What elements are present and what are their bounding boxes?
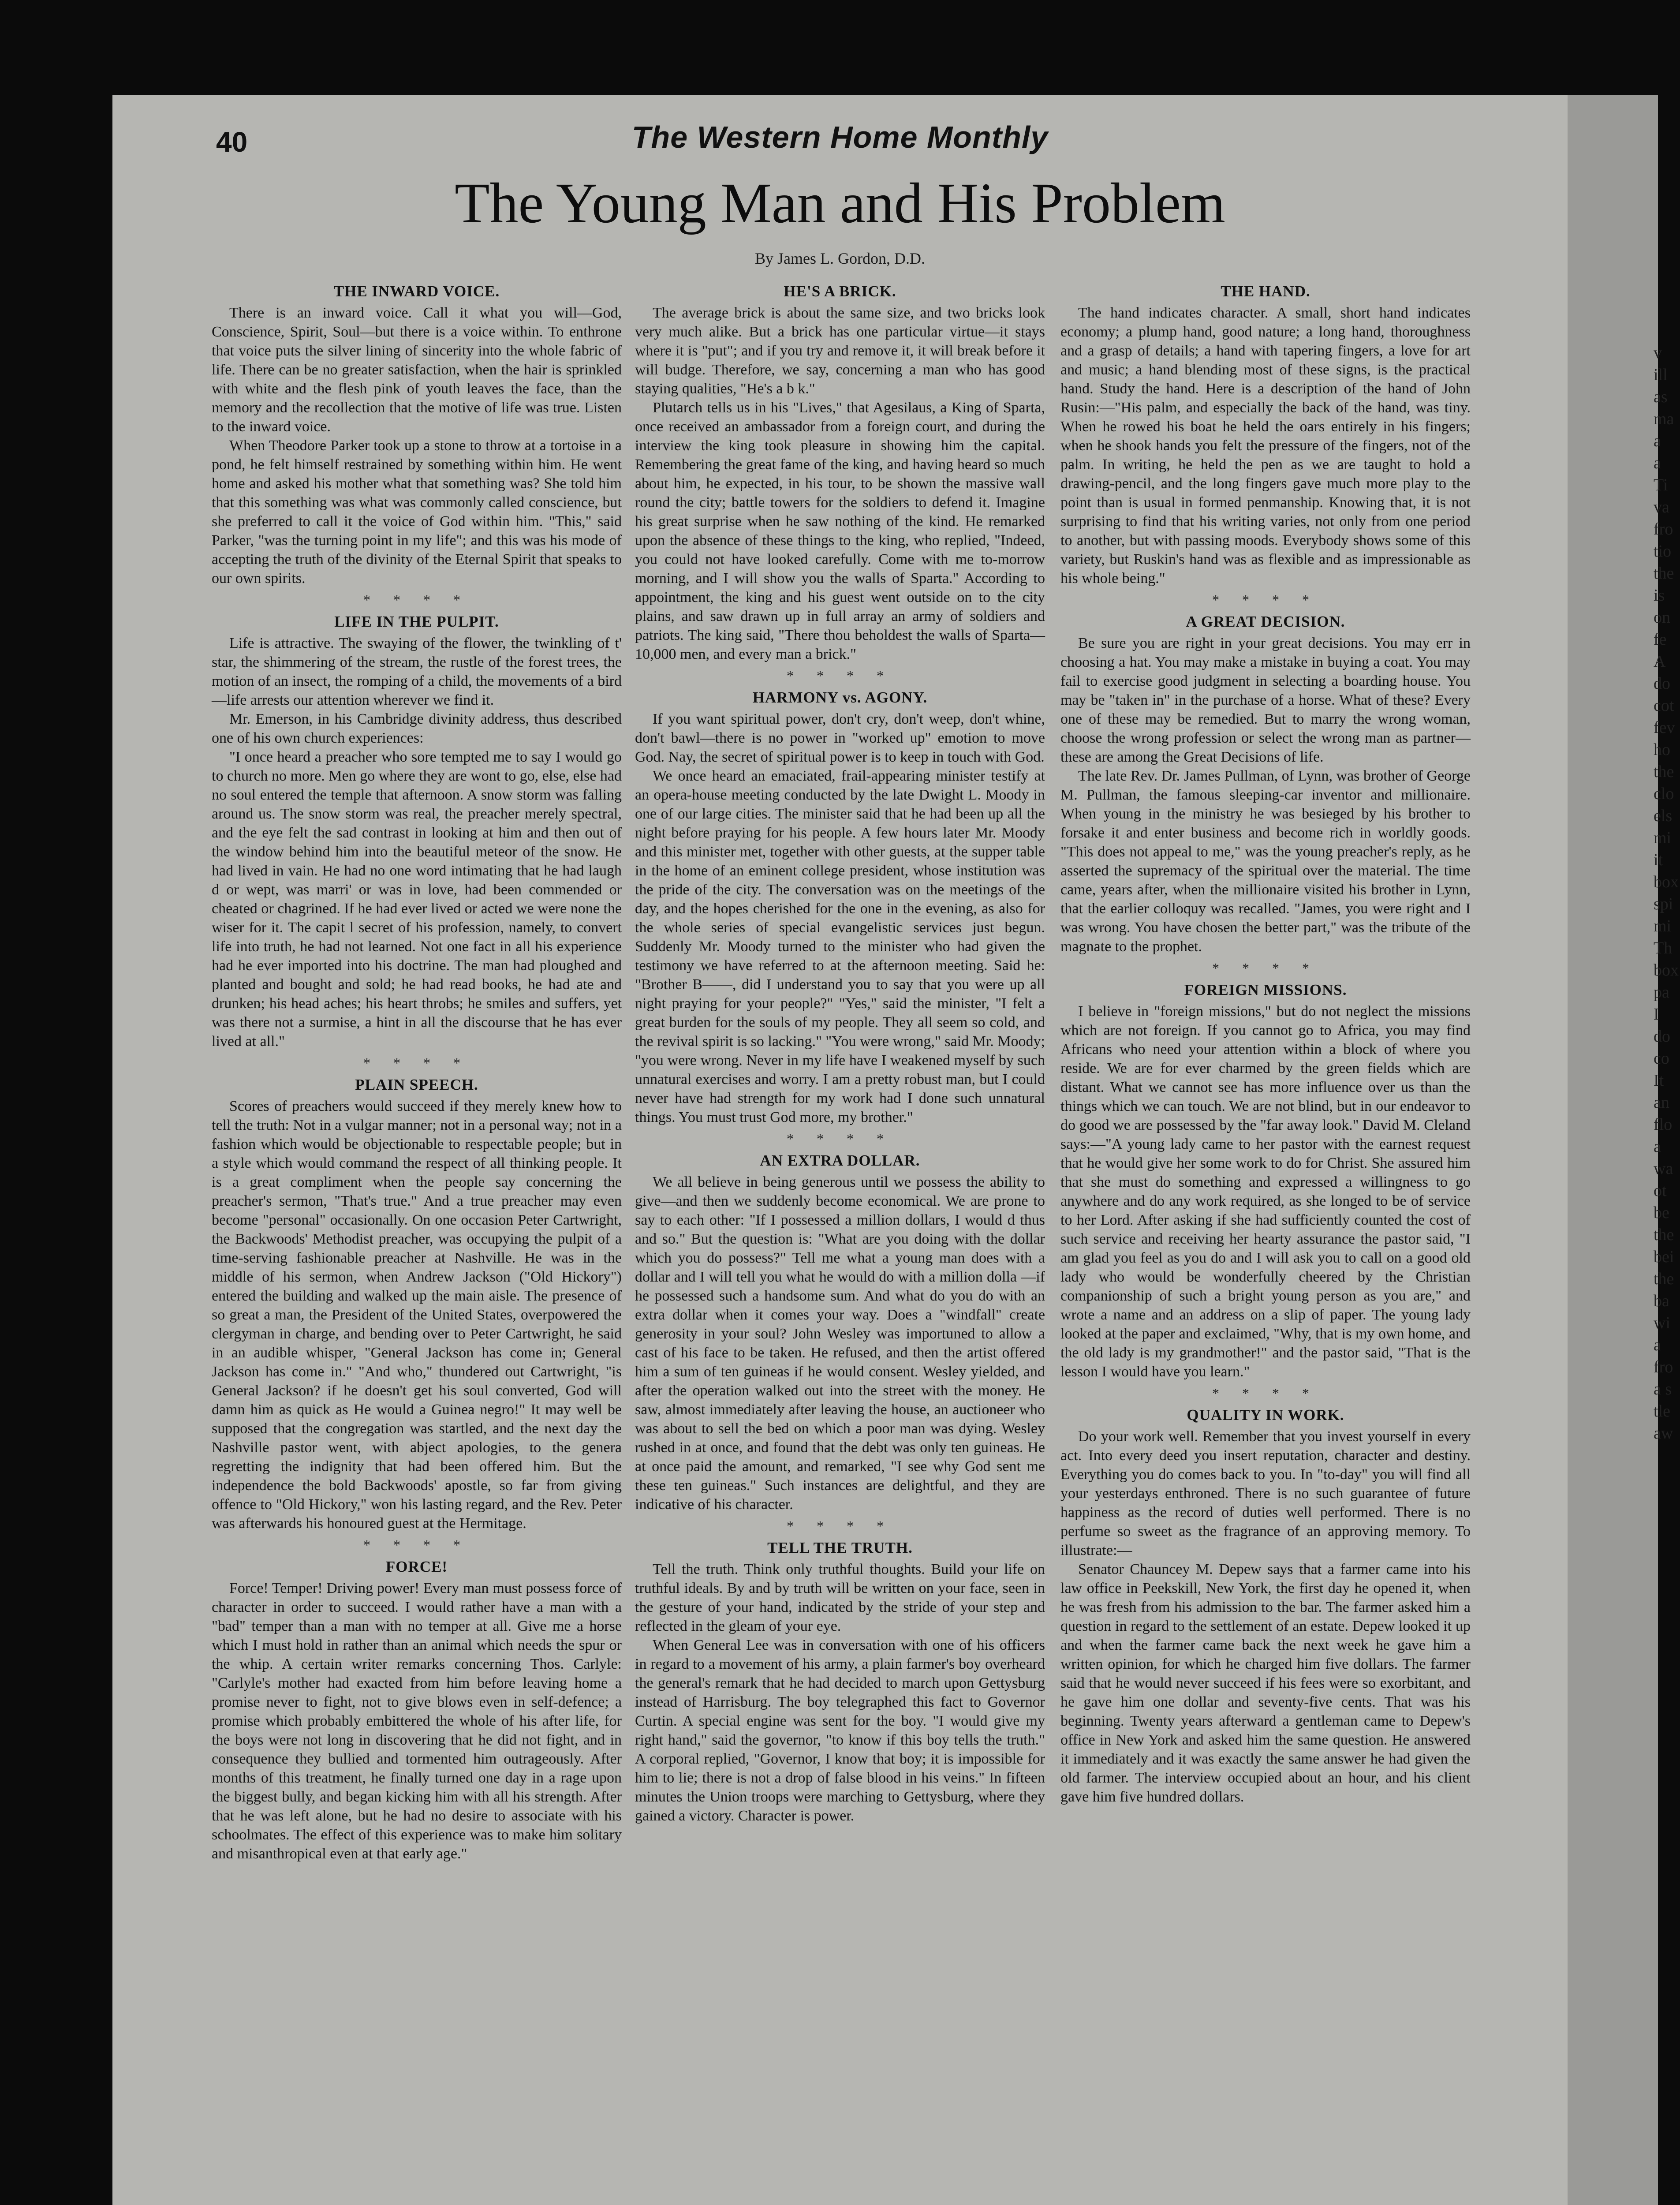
edge-fragment: bei xyxy=(1654,1248,1674,1266)
section-separator: * * * * xyxy=(787,1131,893,1147)
edge-fragment: it xyxy=(1654,851,1663,869)
body-paragraph: Mr. Emerson, in his Cambridge divinity address, thus described one of his own church experiences: xyxy=(212,711,622,746)
edge-fragment: ma xyxy=(1654,410,1674,428)
adjacent-page-edge xyxy=(1654,342,1680,2205)
edge-fragment: as xyxy=(1654,388,1668,406)
article-column-2 xyxy=(635,280,1045,2205)
page-gutter xyxy=(1568,95,1658,2205)
section-heading: FOREIGN MISSIONS. xyxy=(1184,981,1347,998)
body-paragraph: We all believe in being generous until we possess the ability to give—and then we suddenly become economical. We are prone to say to each other: "If I possessed a million dollars, I would d thus and so." But the question is: "What are you doing with the dollar which you do possess?" Tell me what a young man does with a dollar and I will tell you what he would do with a million dolla —if he possessed such a handsome sum. And what do you do with an extra dollar when it comes your way. Does a "windfall" create generosity in your soul? John Wesley was importuned to allow a cast of his face to be taken. He refused, and then the artist offered him a sum of ten guineas if he would consent. Wesley yielded, and after the operation walked out into the street with the money. He saw, almost immediately after leaving the house, an auctioneer who was about to sell the bed on which a poor man was dying. Wesley rushed in at once, and found that the debt was only ten guineas. He at once paid the amount, and remarked, "I see why God sent me these ten guineas." Such instances are delightful, and they are indicative of his character. xyxy=(635,1174,1045,1513)
edge-fragment: A xyxy=(1654,652,1666,671)
edge-fragment: aw xyxy=(1654,1424,1673,1443)
section-heading: QUALITY IN WORK. xyxy=(1187,1406,1344,1424)
section-separator: * * * * xyxy=(1212,960,1319,976)
edge-fragment: flo xyxy=(1654,1115,1673,1134)
section-separator: * * * * xyxy=(1212,1385,1319,1401)
edge-fragment: box xyxy=(1654,961,1679,979)
article-title: The Young Man and His Problem xyxy=(455,172,1225,235)
edge-fragment: a xyxy=(1654,1336,1661,1354)
edge-fragment: a xyxy=(1654,1137,1661,1156)
edge-fragment: a xyxy=(1654,454,1661,472)
edge-fragment: wa xyxy=(1654,1159,1673,1178)
body-paragraph: I believe in "foreign missions," but do not neglect the missions which are not foreign. If you cannot go to Africa, you may find Africans who need your attention within a block of where you reside. We are for ever charmed by the green fields which are distant. What we cannot see has more influence over us than the things which we can touch. We are not blind, but in our endeavor to do good we are possessed by the "far away look." David M. Cleland says:—"A young lady came to her pastor with the earnest request that he would give her some work to do for Christ. She assured him that she must do something and expressed a willingness to go anywhere and do any work required, as she longed to be of service to her Lord. After asking if she had sufficiently counted the cost of such service and receiving her hearty assurance the pastor said, "I am glad you feel as you do and I will ask you to call on a good old lady who would be wonderfully cheered by the Christian companionship of such a bright young person as you are," and wrote a name and an address on a slip of paper. The young lady looked at the paper and exclaimed, "Why, that is my own home, and the old lady is my grandmother!" and the pastor said, "That is the lesson I would have you learn." xyxy=(1060,1003,1471,1380)
section-separator: * * * * xyxy=(363,592,470,608)
edge-fragment: wi xyxy=(1654,1314,1670,1332)
edge-fragment: be xyxy=(1654,1203,1669,1222)
edge-fragment: fro xyxy=(1654,1358,1673,1376)
edge-fragment: Th xyxy=(1654,939,1673,957)
edge-fragment: co xyxy=(1654,1049,1669,1068)
edge-fragment: v xyxy=(1654,344,1662,362)
section-separator: * * * * xyxy=(787,1518,893,1534)
body-paragraph: Tell the truth. Think only truthful thoughts. Build your life on truthful ideals. By and by truth will be written on your face, seen in the gesture of your hand, indicated by the stride of your step and reflected in the gleam of your eye. xyxy=(635,1561,1045,1634)
edge-fragment: ill xyxy=(1654,366,1668,384)
section-heading: THE HAND. xyxy=(1221,283,1310,300)
body-paragraph: Plutarch tells us in his "Lives," that Agesilaus, a King of Sparta, once received an ambassador from a foreign court, and during the interview the king took pleasure in showing him the capital. Remembering the great fame of the king, and having heard so much about him, he expected, in his tour, to be shown the massive wall round the city; battle towers for the soldiers to defend it. Imagine his great surprise when he saw nothing of the kind. He remarked upon the absence of these things to the king, who replied, "Indeed, you could not have looked carefully. Come with me to-morrow morning, and I will show you the walls of Sparta." According to appointment, the king and his guest went outside on to the city plains, and saw drawn up in full array an army of soldiers and patriots. The king said, "There thou beholdest the walls of Sparta—10,000 men, and every man a brick." xyxy=(635,400,1045,662)
section-heading: FORCE! xyxy=(385,1558,448,1575)
body-paragraph: Be sure you are right in your great decisions. You may err in choosing a hat. You may make a mistake in buying a coat. You may fail to exercise good judgment in selecting a boarding house. You may be "taken in" in the purchase of a horse. What of these? Every one of these may be remedied. But to marry the wrong woman, choose the wrong profession or select the wrong man as partner—these are among the Great Decisions of life. xyxy=(1060,635,1471,765)
edge-fragment: I xyxy=(1654,1005,1659,1024)
edge-fragment: Ti xyxy=(1654,476,1668,494)
section-heading: HE'S A BRICK. xyxy=(784,283,896,300)
edge-fragment: spi xyxy=(1654,895,1673,913)
body-paragraph: The late Rev. Dr. James Pullman, of Lynn, was brother of George M. Pullman, the famous sleeping-car inventor and millionaire. When young in the ministry he was besieged by his brother to forsake it and enter business and become rich in worldly goods. "This does not appeal to me," was the young preacher's reply, as he asserted the supremacy of the spiritual over the material. The time came, years after, when the millionaire visited his brother in Lynn, that the earlier colloquy was recalled. "James, you were right and I was wrong. You have chosen the better part," was the tribute of the magnate to the prophet. xyxy=(1060,768,1471,955)
section-separator: * * * * xyxy=(363,1055,470,1071)
section-heading: TELL THE TRUTH. xyxy=(767,1539,913,1556)
edge-fragment: tle xyxy=(1654,1402,1670,1420)
edge-fragment: els xyxy=(1654,807,1673,825)
newspaper-page xyxy=(112,95,1679,2205)
edge-fragment: pa xyxy=(1654,983,1669,1002)
body-paragraph: Scores of preachers would succeed if they merely knew how to tell the truth: Not in a vulgar manner; not in a personal way; not in a fashion which would be objectionable to respectable people; but in a style which would command the respect of all thinking people. It is a great compliment when the people say concerning the preacher's sermon, "That's true." And a true preacher may even become "personal" occasionally. On one occasion Peter Cartwright, the Backwoods' Methodist preacher, was occupying the pulpit of a time-serving fashionable preacher at Nashville. He was in the middle of his sermon, when Andrew Jackson ("Old Hickory") entered the building and walked up the main aisle. The presence of so great a man, the President of the United States, overpowered the clergyman in charge, and bending over to Peter Cartwright, he said in an audible whisper, "General Jackson has come in; General Jackson has come in." "And who," thundered out Cartwright, "is General Jackson? if he doesn't get his soul converted, God will damn him as quick as He would a Guinea negro!" It may well be supposed that the congregation was startled, and the next day the Nashville pastor went, with abject apologies, to the genera regretting the indignity that had been offered him. But the independence the bold Backwoods' apostle, so far from giving offence to "Old Hickory," won his lasting regard, and the Rev. Peter was afterwards his honoured guest at the Hermitage. xyxy=(212,1098,622,1532)
body-paragraph: When General Lee was in conversation with one of his officers in regard to a movement of his army, a plain farmer's boy overheard the general's remark that he had decided to march upon Gettysburg instead of Harrisburg. The boy telegraphed this fact to Governor Curtin. A special engine was sent for the boy. "I would give my right hand," said the governor, "to know if this boy tells the truth." A corporal replied, "Governor, I know that boy; it is impossible for him to lie; there is not a drop of false blood in his veins." In fifteen minutes the Union troops were marching to Gettysburg, where they gained a victory. Character is power. xyxy=(635,1637,1045,1824)
section-heading: AN EXTRA DOLLAR. xyxy=(760,1152,920,1169)
body-paragraph: The average brick is about the same size, and two bricks look very much alike. But a brick has one particular virtue—it stays where it is "put"; and if you try and remove it, it will break before it will budge. Therefore, we say, concerning a man who has good staying qualities, "He's a b k." xyxy=(635,305,1045,397)
body-paragraph: The hand indicates character. A small, short hand indicates economy; a plump hand, good nature; a long hand, thoroughness and a grasp of details; a hand with tapering fingers, a love for art and music; a hand blending most of these signs, is the practical hand. Study the hand. Here is a description of the hand of John Rusin:—"His palm, and especially the back of the hand, was tiny. When he rowed his boat he held the oars entirely in his fingers; when he shook hands you felt the pressure of the fingers, not of the palm. In writing, he held the pen as we are taught to hold a drawing-pencil, and the long fingers gave much more play to the point than is usual in formed penmanship. Knowing that, it is not surprising to find that his writing varies, not only from one period to another, but with passing moods. Everybody shows some of this variety, but Ruskin's hand was as flexible and as impressionable as his whole being." xyxy=(1060,305,1471,587)
section-separator: * * * * xyxy=(787,668,893,684)
edge-fragment: mi xyxy=(1654,829,1672,847)
edge-fragment: It xyxy=(1654,1071,1664,1090)
edge-fragment: a xyxy=(1654,432,1661,450)
edge-fragment: mi xyxy=(1654,917,1672,935)
body-paragraph: When Theodore Parker took up a stone to throw at a tortoise in a pond, he felt himself restrained by something within him. He went home and asked his mother what that something was? She told him that this something was what was commonly called conscience, but she preferred to call it the voice of God within him. "This," said Parker, "was the turning point in my life"; and this was his mode of accepting the truth of the divinity of the Eternal Spirit that speaks to our own spirits. xyxy=(212,437,622,587)
edge-fragment: clo xyxy=(1654,785,1674,803)
section-separator: * * * * xyxy=(363,1537,470,1553)
edge-fragment: the xyxy=(1654,762,1674,781)
edge-fragment: the xyxy=(1654,1226,1674,1244)
body-paragraph: Force! Temper! Driving power! Every man must possess force of character in order to succeed. I would rather have a man with a "bad" temper than a man with no temper at all. Give me a horse which I must hold in rather than an animal which needs the spur or the whip. A certain writer remarks concerning Thos. Carlyle: "Carlyle's mother had exacted from him before leaving home a promise never to fight, not to give blows even in self-defence; a promise which probably embittered the whole of his after life, for the boys were not long in discovering that he did not fight, and in consequence they bullied and tormented him outrageously. After months of this treatment, he finally turned one day in a rage upon the biggest bully, and began kicking him with all his strength. After that he was left alone, but he had no desire to associate with his schoolmates. The effect of this experience was to make him solitary and misanthropical even at that early age." xyxy=(212,1580,622,1862)
edge-fragment: cot xyxy=(1654,696,1674,715)
edge-fragment: ho xyxy=(1654,740,1670,759)
edge-fragment: do xyxy=(1654,674,1670,693)
edge-fragment: fev xyxy=(1654,718,1675,737)
edge-fragment: do xyxy=(1654,1027,1670,1046)
section-heading: HARMONY vs. AGONY. xyxy=(752,689,928,706)
publication-masthead: The Western Home Monthly xyxy=(631,120,1049,154)
section-heading: A GREAT DECISION. xyxy=(1186,613,1345,630)
body-paragraph: If you want spiritual power, don't cry, don't weep, don't whine, don't bawl—there is no power in "worked up" emotion to move God. Nay, the secret of spiritual power is to keep in touch with God. xyxy=(635,711,1045,765)
edge-fragment: ot xyxy=(1654,1181,1667,1200)
article-byline: By James L. Gordon, D.D. xyxy=(755,250,925,267)
edge-fragment: on xyxy=(1654,608,1670,627)
edge-fragment: fe xyxy=(1654,630,1667,649)
edge-fragment: fro xyxy=(1654,520,1673,538)
edge-fragment: tio xyxy=(1654,542,1672,561)
body-paragraph: There is an inward voice. Call it what you will—God, Conscience, Spirit, Soul—but there is a voice within. To enthrone that voice puts the silver lining of sincerity into the whole fabric of life. There can be no greater satisfaction, when the hair is sprinkled with white and the flesh pink of youth leaves the face, than the memory and the recollection that the motive of life was true. Listen to the inward voice. xyxy=(212,305,622,435)
body-paragraph: Do your work well. Remember that you invest yourself in every act. Into every deed you insert reputation, character and destiny. Everything you do comes back to you. In "to-day" you will find all your yesterdays enthroned. There is no such guarantee of future happiness as the record of duties well performed. There is no perfume so sweet as the fragrance of an approving memory. To illustrate:— xyxy=(1060,1428,1471,1558)
edge-fragment: ba xyxy=(1654,1292,1669,1310)
body-paragraph: Life is attractive. The swaying of the flower, the twinkling of t' star, the shimmering of the stream, the rustle of the forest trees, the motion of an insect, the romping of a child, the movements of a bird—life arrests our attention wherever we find it. xyxy=(212,635,622,708)
article-column-3 xyxy=(1060,280,1471,2205)
edge-fragment: the xyxy=(1654,1270,1674,1288)
edge-fragment: the xyxy=(1654,564,1674,583)
section-heading: LIFE IN THE PULPIT. xyxy=(334,613,499,630)
section-heading: THE INWARD VOICE. xyxy=(333,283,500,300)
section-heading: PLAIN SPEECH. xyxy=(355,1076,478,1093)
edge-fragment: a s xyxy=(1654,1380,1672,1398)
page-number: 40 xyxy=(216,126,248,158)
edge-fragment: is xyxy=(1654,586,1665,605)
body-paragraph: Senator Chauncey M. Depew says that a farmer came into his law office in Peekskill, New York, the first day he opened it, when he was fresh from his admission to the bar. The farmer asked him a question in regard to the settlement of an estate. Depew looked it up and when the farmer came back the next week he gave him a written opinion, for which he charged him five dollars. The farmer said that he would never succeed if his fees were so exorbitant, and he gave him one dollar and seventy-five cents. That was his beginning. Twenty years afterward a gentleman came to Depew's office in New York and asked him the same question. He answered it immediately and it was exactly the same answer he had given the old farmer. The interview occupied about an hour, and his client gave him five hundred dollars. xyxy=(1060,1561,1471,1805)
article-column-1 xyxy=(212,280,622,2205)
edge-fragment: an xyxy=(1654,1093,1669,1112)
section-separator: * * * * xyxy=(1212,592,1319,608)
body-paragraph: "I once heard a preacher who sore tempted me to say I would go to church no more. Men go where they are wont to go, else, else had no soul entered the temple that afternoon. A snow storm was falling around us. The snow storm was real, the preacher merely spectral, and the eye felt the sad contrast in looking at him and then out of the window behind him into the beautiful meteor of the snow. He had lived in vain. He had no one word intimating that he had laugh d or wept, was marri' or was in love, had been commended or cheated or chagrined. If he had ever lived or acted we were none the wiser for it. The capit l secret of his profession, namely, to convert life into truth, he had not learned. Not one fact in all his experience had he ever imported into his doctrine. The man had ploughed and planted and bought and sold; he had read books, he had ate and drunken; his head aches; his heart throbs; he smiles and suffers, yet was there not a surmise, a hint in all the discourse that he has ever lived at all." xyxy=(212,749,622,1050)
body-paragraph: We once heard an emaciated, frail-appearing minister testify at an opera-house meeting conducted by the late Dwight L. Moody in one of our large cities. The minister said that he had been up all the night before praying for his people. A few hours later Mr. Moody and this minister met, together with other guests, at the supper table in the home of an eminent college president, whose institution was the pride of the city. The conversation was on the meetings of the day, and the hopes cherished for the one in the evening, as also for the whole series of special evangelistic services just begun. Suddenly Mr. Moody turned to the minister who had given the testimony we have referred to at the afternoon meeting. Said he: "Brother B——, did I understand you to say that you were up all night praying for your people?" "Yes," said the minister, "I felt a great burden for the souls of my people. They all seem so cold, and the revival spirit is so lacking." "You were wrong," said Mr. Moody; "you were wrong. Never in my life have I weakened myself by such unnatural exercises and worry. I am a pretty robust man, but I could never have had strength for my work had I done such unnatural things. You must trust God more, my brother." xyxy=(635,768,1045,1125)
edge-fragment: va xyxy=(1654,498,1669,516)
edge-fragment: box xyxy=(1654,873,1679,891)
